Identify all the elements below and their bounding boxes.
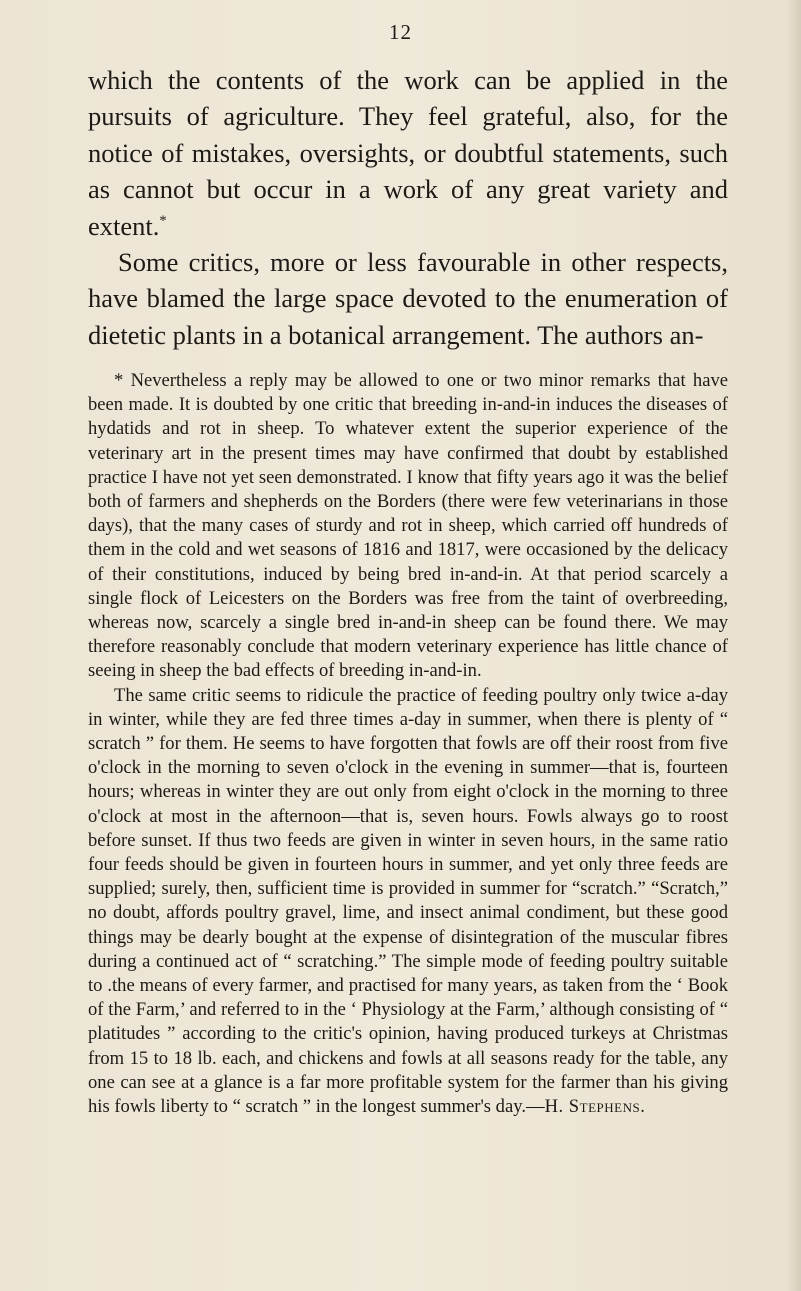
main-text bbox=[88, 62, 728, 353]
footnote-mark: * bbox=[114, 370, 124, 391]
footnote-paragraph-1-text: Nevertheless a reply may be allowed to one or two minor remarks that have been made. It is doubted by one critic that breeding in-and-in induces the diseases of hydatids and rot in sheep. To whatever extent the superior experience of the veterinary art in the present times may have confirmed that doubt by established practice I have not yet seen demonstrated. I know that fifty years ago it was the belief both of farmers and shepherds on the Borders (there were few veterinarians in those days), that the many cases of sturdy and rot in sheep, which carried off hundreds of them in the cold and wet seasons of 1816 and 1817, were occasioned by the delicacy of their constitutions, induced by being bred in-and-in. At that period scarcely a single flock of Leicesters on the Borders was free from the taint of overbreeding, whereas now, scarcely a single bred in-and-in sheep can be found there. We may therefore reasonably conclude that modern veterinary experience has little chance of seeing in sheep the bad effects of breeding in-and-in. bbox=[88, 370, 728, 682]
main-paragraph-1 bbox=[88, 62, 728, 244]
footnote-paragraph-1 bbox=[88, 369, 728, 684]
footnote-reference-mark: * bbox=[159, 212, 167, 229]
main-paragraph-2: Some critics, more or less favourable in other respects, have blamed the large space devoted to the enumeration of dietetic plants in a botanical arrangement. The authors an- bbox=[88, 247, 728, 350]
main-paragraph-1-text: which the contents of the work can be applied in the pursuits of agriculture. They feel grateful, also, for the notice of mistakes, oversights, or doubtful statements, such as cannot but occur in a work of any great variety and extent. bbox=[88, 65, 728, 241]
footnote-paragraph-2-text: The same critic seems to ridicule the practice of feeding poultry only twice a-day in winter, while they are fed three times a-day in summer, when there is plenty of “ scratch ” for them. He seems to have forgotten that fowls are off their roost from five o'clock in the morning to seven o'clock in the evening in summer—that is, fourteen hours; whereas in winter they are out only from eight o'clock in the morning to three o'clock at most in the afternoon—that is, seven hours. Fowls always go to roost before sunset. If thus two feeds are given in winter in seven hours, in the same ratio four feeds should be given in fourteen hours in summer, and yet only three feeds are supplied; surely, then, sufficient time is provided in summer for “scratch.” “Scratch,” no doubt, affords poultry gravel, lime, and insect animal condiment, but these good things may be dearly bought at the expense of disintegration of the muscular fibres during a continued act of “ scratching.” The simple mode of feeding poultry suitable to .the means of every farmer, and practised for many years, as taken from the ‘ Book of the Farm,’ and referred to in the ‘ Physiology at the Farm,’ although consisting of “ platitudes ” according to the critic's opinion, having produced turkeys at Christmas from 15 to 18 lb. each, and chickens and fowls at all seasons ready for the table, any one can see at a glance is a far more profitable system for the farmer than his giving his fowls liberty to “ scratch ” in the longest summer's day.— bbox=[88, 684, 728, 1118]
footnote bbox=[88, 369, 728, 1119]
footnote-signature: H. Stephens. bbox=[544, 1096, 646, 1118]
page-edge-shadow bbox=[787, 0, 801, 1291]
footnote-paragraph-2 bbox=[88, 684, 728, 1120]
page-number: 12 bbox=[389, 20, 412, 44]
